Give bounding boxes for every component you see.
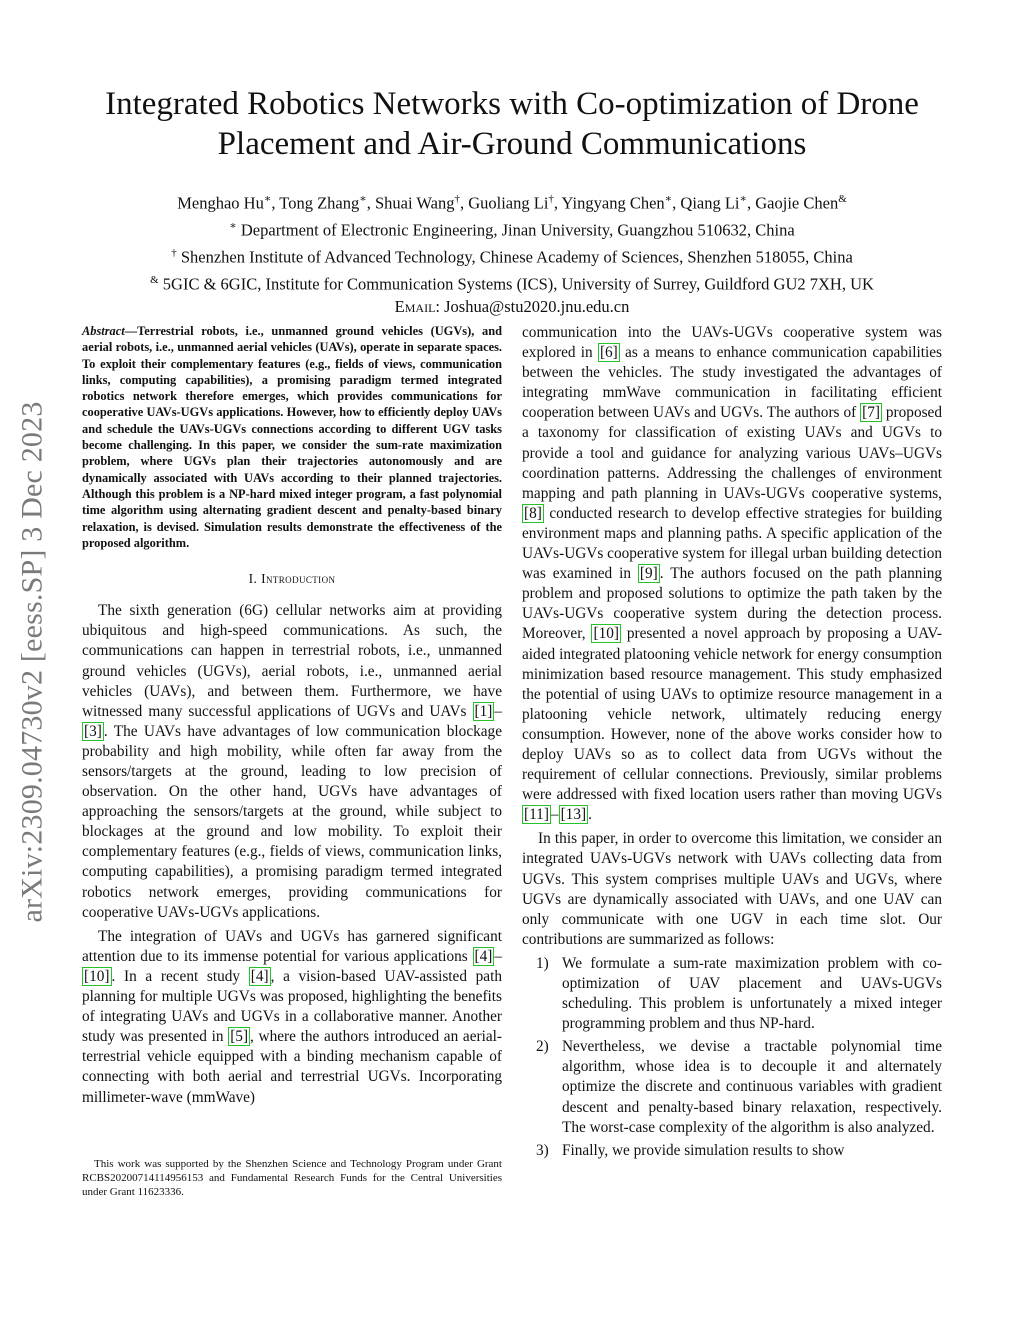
intro-paragraph-2: The integration of UAVs and UGVs has garnered significant attention due to its immense potential for various applications [4] –[10] . In a recent study [4] , a vision-based UAV-assisted path planning for multiple UGVs was proposed, highlighting the benefits of integrating UAVs and UGVs in a collaborative manner. Another study was presented in [5] , where the authors introduced an aerial-terrestrial vehicle equipped with a binding mechanism capable of connecting with both aerial and terrestrial UGVs. Incorporating millimeter-wave (mmWave) [82,927,502,1106]
affiliation-shenzhen: † Shenzhen Institute of Advanced Technology, Chinese Academy of Sciences, Shenzhen 518055, China [171,247,853,267]
abstract: Abstract—Terrestrial robots, i.e., unmanned ground vehicles (UGVs), and aerial robots, i.e., unmanned aerial vehicles (UAVs), operate in separate spaces. To exploit their complementary features (e.g., fields of views, communication links, computing capabilities), a promising paradigm termed integrated robotics network therefore emerges, which provides communications for cooperative UAVs-UGVs applications. However, how to efficiently deploy UAVs and schedule the UAVs-UGVs connections according to different UGV tasks become challenging. In this paper, we consider the sum-rate maximization problem, where UGVs plan their trajectories autonomously and are dynamically associated with UAVs according to their planned trajectories. Although this problem is a NP-hard mixed integer program, a fast polynomial time algorithm using alternating gradient descent and penalty-based binary relaxation, is devised. Simulation results demonstrate the effectiveness of the proposed algorithm. [82,324,502,550]
section-heading-introduction: I. Introduction [248,571,336,587]
list-item-text: Nevertheless, we devise a tractable polynomial time algorithm, whose idea is to decouple it and alternately optimize the discrete and continuous variables with gradient descent and penalty-based binary relaxation, respectively. The worst-case complexity of the algorithm is also analyzed. [562,1038,942,1136]
affiliation-jinan: ∗ Department of Electronic Engineering, Jinan University, Guangzhou 510632, China [229,220,795,240]
contributions-list [522,954,942,1161]
related-work-paragraph: communication into the UAVs-UGVs cooperative system was explored in [6] as a means to enhance communication capabilities between the vehicles. The study investigated the advantages of integrating mmWave communication in facilitating efficient cooperation between UAVs and UGVs. The authors of [7] proposed a taxonomy for classification of existing UAVs and UGVs to provide a tool and guidance for analyzing various UAVs–UGVs coordination patterns. Addressing the challenges of environment mapping and path planning in UAVs-UGVs cooperative systems, [8] conducted research to develop effective strategies for building environment maps and planning paths. A specific application of the UAVs-UGVs cooperative system for illegal urban building detection was examined in [9] . The authors focused on the path planning problem and proposed solutions to optimize the path taken by the UAVs-UGVs cooperative system during the detection process. Moreover, [10] presented a novel approach by proposing a UAV-aided integrated platooning vehicle network for energy consumption minimization based resource management. This study emphasized the potential of using UAVs to optimize resource management in a platooning vehicle network, ultimately reducing energy consumption. However, none of the above works consider how to deploy UAVs so as to collect data from UGVs without the requirement of cellular connections. Previously, similar problems were addressed with fixed location users rather than moving UGVs [11] – [13] . [522,324,942,824]
list-item-number: 3) [536,1141,549,1159]
list-item-number: 1) [536,954,549,972]
list-item [522,1141,942,1161]
list-item-number: 2) [536,1038,549,1056]
list-item [522,1037,942,1137]
list-item-text: Finally, we provide simulation results to show [562,1141,845,1159]
list-item-text: We formulate a sum-rate maximization problem with co-optimization of UAV placement and UAVs-UGVs scheduling. This problem is unfortunately a mixed integer programming problem and thus NP-hard. [562,954,942,1033]
intro-paragraph-1: The sixth generation (6G) cellular networks aim at providing ubiquitous and high-speed communications. As such, the communications can happen in terrestrial robots, i.e., unmanned ground vehicles (UGVs), aerial robots, i.e., unmanned aerial vehicles (UAVs), and between them. Furthermore, we have witnessed many successful applications of UGVs and UAVs [1] –[3] . The UAVs have advantages of low communication blockage probability and high mobility, while often far away from the sensors/targets at the ground, leading to low precision of observation. On the other hand, UGVs have advantages of approaching the sensors/targets at the ground, while subject to blockages at the ground and low mobility. To exploit their complementary features (e.g., fields of views, communication links, computing capabilities), a promising paradigm termed integrated robotics network emerges, providing communications for cooperative UAVs-UGVs applications. [82,602,502,921]
contribution-intro-paragraph: In this paper, in order to overcome this limitation, we consider an integrated UAVs-UGVs network with UAVs collecting data from UGVs. This system comprises multiple UAVs and UGVs, where UGVs are dynamically associated with UAVs, and one UAV can only communicate with one UGV in each time slot. Our contributions are summarized as follows: [522,830,942,948]
paper-title: Integrated Robotics Networks with Co-optimization of Drone Placement and Air-Ground Communications [105,86,919,162]
right-column [522,323,942,1164]
arxiv-sidebar-stamp [10,352,56,972]
author-block [60,188,964,319]
funding-footnote: This work was supported by the Shenzhen Science and Technology Program under Grant RCBS20200714114956153 and Fundamental Research Funds for the Central Universities under Grant 11623336. [82,1158,502,1198]
contact-email: Email: Joshua@stu2020.jnu.edu.cn [394,297,630,316]
arxiv-identifier: arXiv:2309.04730v2 [eess.SP] 3 Dec 2023 [16,401,50,923]
left-column [82,323,502,1108]
list-item [522,954,942,1034]
affiliation-surrey: & 5GIC & 6GIC, Institute for Communication Systems (ICS), University of Surrey, Guildford GU2 7XH, UK [150,274,874,294]
author-names: Menghao Hu∗, Tong Zhang∗, Shuai Wang†, Guoliang Li†, Yingyang Chen∗, Qiang Li∗, Gaojie Chen& [177,193,847,213]
